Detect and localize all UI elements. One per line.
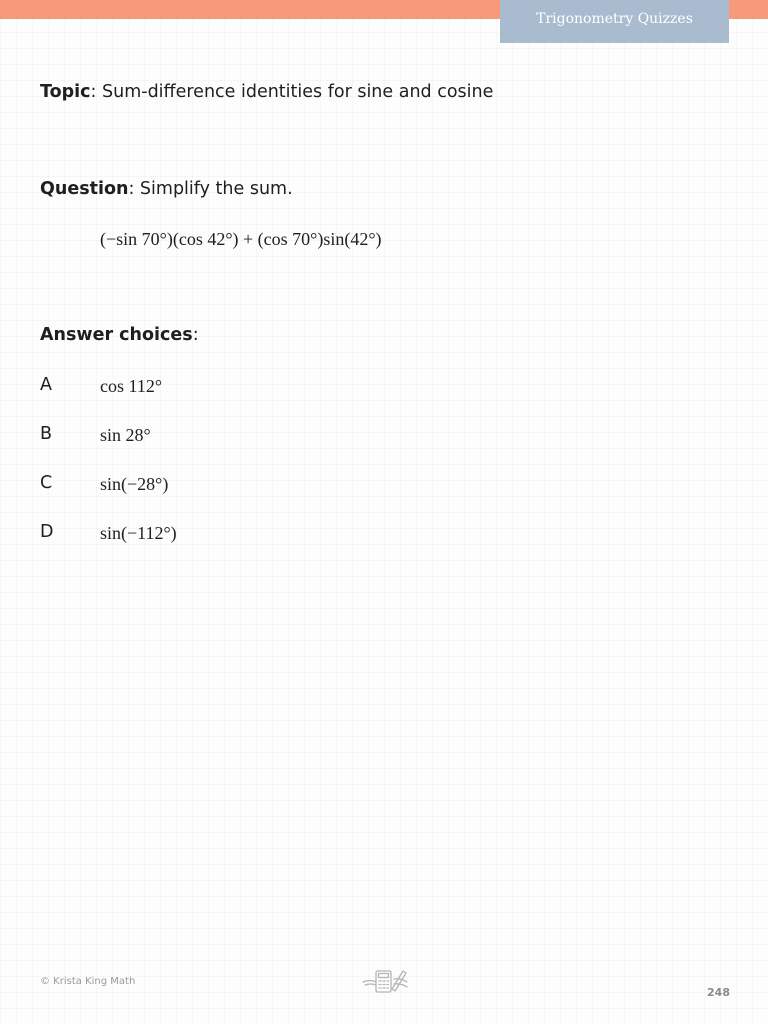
header-tab [500,0,729,43]
choice-letter: C [40,473,53,493]
choice-letter: A [40,375,52,395]
choice-value: sin 28° [100,425,151,445]
answer-choice-c[interactable] [40,473,440,497]
answer-choices-colon: : [192,325,199,345]
answer-choice-d[interactable] [40,522,440,546]
answer-choices-label: Answer choices [40,325,193,345]
question-label: Question [40,179,129,199]
header-tab-label: Trigonometry Quizzes [536,10,693,27]
answer-choice-a[interactable] [40,375,440,399]
answer-choices-heading [40,325,199,345]
question-line [40,179,293,199]
question-expression: (−sin 70°)(cos 42°) + (cos 70°)sin(42°) [100,229,382,249]
answer-choice-b[interactable] [40,424,440,448]
page-number: 248 [707,986,730,999]
topic-label: Topic [40,82,91,102]
choice-value: sin(−28°) [100,474,169,494]
calculator-pencil-logo-icon [361,966,409,996]
footer-copyright: © Krista King Math [40,976,136,987]
choice-value: sin(−112°) [100,523,177,543]
choice-letter: D [40,522,54,542]
topic-text: : Sum-difference identities for sine and cosine [90,82,494,102]
choice-letter: B [40,424,53,444]
logo-graphic [361,966,409,996]
topic-line [40,82,493,102]
question-text: : Simplify the sum. [128,179,293,199]
choice-value: cos 112° [100,376,163,396]
